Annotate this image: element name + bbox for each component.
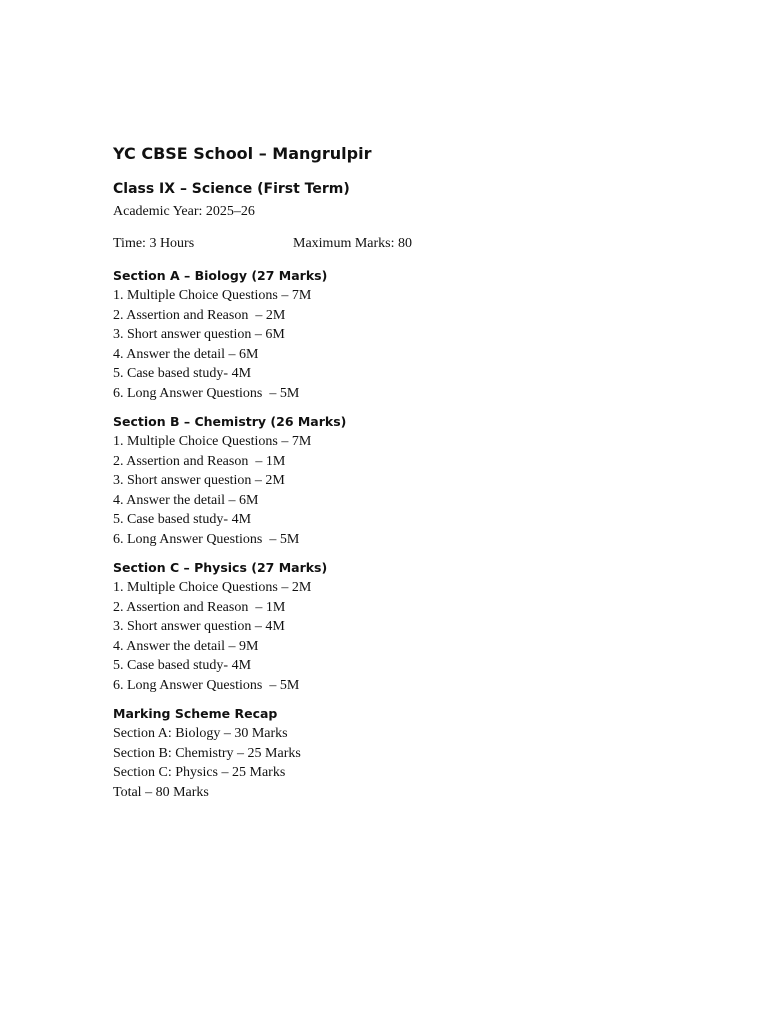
list-item: 6. Long Answer Questions – 5M [113,677,300,693]
list-item: Section A: Biology – 30 Marks [113,726,288,741]
list-item: 4. Answer the detail – 6M [113,346,259,362]
recap-list [113,724,673,802]
section-heading: Section A – Biology (27 Marks) [113,268,328,283]
list-item: 3. Short answer question – 4M [113,619,285,634]
recap-heading: Marking Scheme Recap [113,706,278,721]
list-item: 5. Case based study- 4M [113,512,252,527]
list-item: 3. Short answer question – 6M [113,327,285,342]
section-heading: Section B – Chemistry (26 Marks) [113,414,347,429]
class-title: Class IX – Science (First Term) [113,181,350,197]
list-item: Section B: Chemistry – 25 Marks [113,745,301,761]
list-item: 6. Long Answer Questions – 5M [113,531,300,547]
marking-scheme-recap [113,704,673,802]
document-page [113,144,673,802]
list-item: 1. Multiple Choice Questions – 7M [113,288,312,303]
list-item: 4. Answer the detail – 6M [113,492,259,508]
exam-time: Time: 3 Hours [113,235,195,251]
list-item: 2. Assertion and Reason – 2M [113,307,286,323]
list-item: 6. Long Answer Questions – 5M [113,385,300,401]
exam-info-row [113,234,673,254]
section-chemistry [113,412,673,549]
section-physics [113,558,673,695]
list-item: 2. Assertion and Reason – 1M [113,453,286,469]
maximum-marks: Maximum Marks: 80 [293,235,412,251]
list-item: 3. Short answer question – 2M [113,473,285,488]
list-item: Total – 80 Marks [113,784,209,800]
list-item: Section C: Physics – 25 Marks [113,765,286,780]
list-item: 4. Answer the detail – 9M [113,638,259,654]
section-heading: Section C – Physics (27 Marks) [113,560,328,575]
list-item: 5. Case based study- 4M [113,658,252,673]
list-item: 1. Multiple Choice Questions – 2M [113,580,312,595]
section-biology [113,266,673,403]
school-title: YC CBSE School – Mangrulpir [113,144,372,163]
academic-year: Academic Year: 2025–26 [113,204,255,219]
list-item: 5. Case based study- 4M [113,366,252,381]
question-list [113,286,673,403]
question-list [113,432,673,549]
list-item: 2. Assertion and Reason – 1M [113,599,286,615]
list-item: 1. Multiple Choice Questions – 7M [113,434,312,449]
question-list [113,578,673,695]
